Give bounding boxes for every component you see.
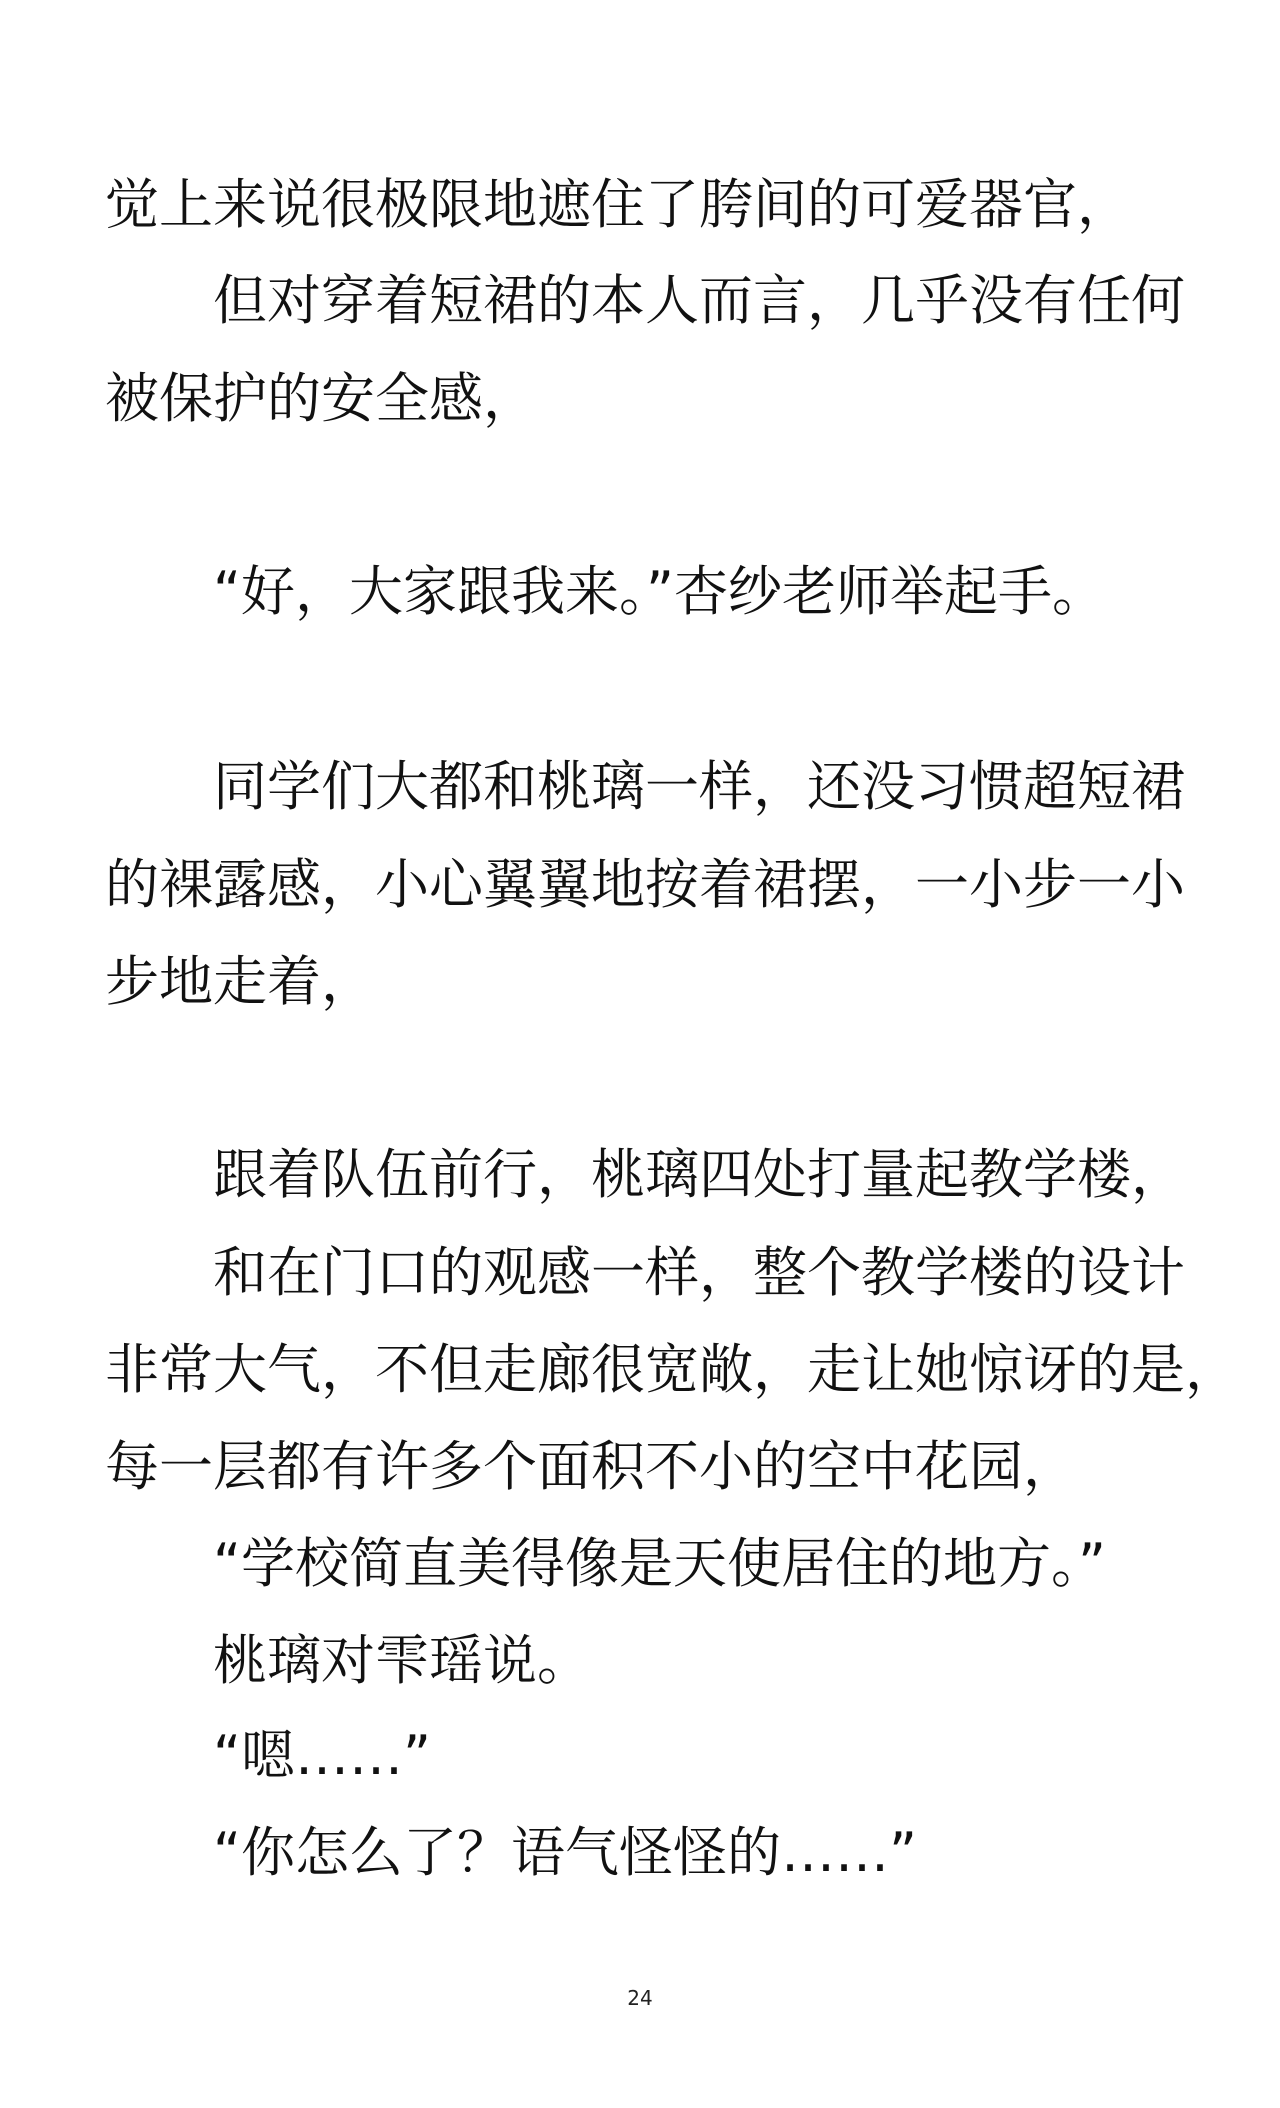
text-line: “你怎么了？语气怪怪的……” — [213, 1821, 917, 1884]
text-line: 每一层都有许多个面积不小的空中花园， — [105, 1435, 1077, 1498]
text-line: 桃璃对雫瑶说。 — [213, 1629, 591, 1692]
page-number: 24 — [627, 1986, 653, 2010]
text-line: 非常大气，不但走廊很宽敞，走让她惊讶的是， — [105, 1338, 1239, 1401]
text-line: 跟着队伍前行，桃璃四处打量起教学楼， — [213, 1143, 1185, 1206]
text-line: “好，大家跟我来。”杏纱老师举起手。 — [213, 560, 1106, 623]
text-line: 的裸露感，小心翼翼地按着裙摆，一小步一小 — [105, 853, 1185, 916]
text-line: 步地走着， — [105, 950, 375, 1013]
text-line: 但对穿着短裙的本人而言，几乎没有任何 — [213, 269, 1185, 332]
text-line: 同学们大都和桃璃一样，还没习惯超短裙 — [213, 755, 1185, 818]
text-line: “嗯……” — [213, 1724, 431, 1787]
text-line: 和在门口的观感一样，整个教学楼的设计 — [213, 1241, 1185, 1304]
text-line: 被保护的安全感， — [105, 367, 537, 430]
text-line: 觉上来说很极限地遮住了胯间的可爱器官， — [105, 173, 1131, 236]
text-line: “学校简直美得像是天使居住的地方。” — [213, 1532, 1106, 1595]
